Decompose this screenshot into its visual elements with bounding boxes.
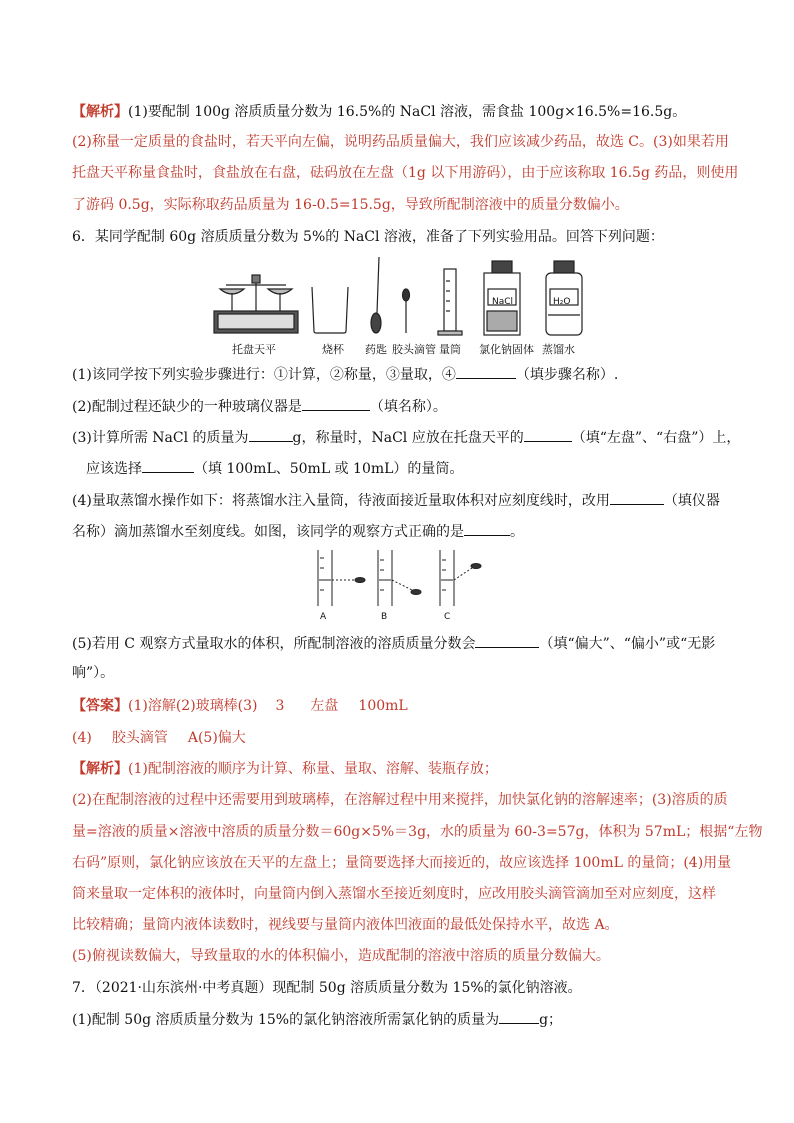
q6-answer-line-1	[72, 696, 732, 716]
q6-analysis-line-6: 比较精确；量筒内液体读数时，视线要与量筒内液体凹液面的最低处保持水平，故选 A。	[72, 917, 619, 933]
answer-blank	[475, 633, 539, 648]
answer-blank	[456, 364, 516, 379]
text: (4)量取蒸馏水操作如下：将蒸馏水注入量筒，待液面接近量取体积对应刻度线时，改用	[72, 493, 610, 509]
text: A(5)偏大	[187, 730, 246, 746]
q6-analysis-line-2: (2)在配制溶液的过程中还需要用到玻璃棒，在溶解过程中用来搅拌，加快氯化钠的溶解速率；(3)溶质的质	[72, 792, 728, 808]
analysis-tag: 【解析】	[72, 761, 128, 777]
text: g；	[539, 1012, 563, 1028]
text: (1)配制 50g 溶质质量分数为 15%的氯化钠溶液所需氯化钠的质量为	[72, 1012, 500, 1028]
caption-cylinder: 量筒	[439, 343, 461, 356]
caption-balance: 托盘天平	[232, 343, 276, 356]
analysis-tag: 【解析】	[72, 104, 128, 120]
balance-image	[214, 275, 298, 333]
fig-label-b: B	[381, 612, 388, 622]
q6-part-1	[72, 364, 732, 385]
equipment-figure	[212, 255, 592, 339]
caption-spoon: 药匙	[365, 343, 387, 356]
text: (4)	[72, 730, 92, 746]
q6-analysis-line-3: 量=溶液的质量×溶液中溶质的质量分数＝60g×5%＝3g，水的质量为 60-3=57g，体积为 57mL；根据“左物	[72, 824, 763, 840]
text: (5)若用 C 观察方式量取水的体积，所配制溶液的溶质质量分数会	[72, 636, 476, 652]
answer-blank	[302, 396, 370, 411]
text: 名称）滴加蒸馏水至刻度线。如图，该同学的观察方式正确的是	[72, 524, 464, 540]
text: (1)要配制 100g 溶质质量分数为 16.5%的 NaCl 溶液，需食盐 100g×16.5%=16.5g。	[128, 104, 687, 120]
q5-analysis-line-2: (2)称量一定质量的食盐时，若天平向左偏，说明药品质量偏大，我们应该减少药品，故选 C。(3)如果若用	[72, 134, 729, 150]
answer-blank	[524, 427, 572, 442]
reading-methods-figure	[306, 548, 486, 610]
text: g，称量时，NaCl 应放在托盘天平的	[292, 430, 524, 446]
q6-stem: 6．某同学配制 60g 溶质质量分数为 5%的 NaCl 溶液，准备了下列实验用品。回答下列问题：	[72, 229, 664, 245]
text: 左盘	[310, 698, 339, 714]
water-label: H₂O	[553, 297, 571, 307]
q6-answer-line-2	[72, 728, 732, 748]
q5-analysis-line-4: 了游码 0.5g，实际称取药品质量为 16-0.5=15.5g，导致所配制溶液中的质量分数偏小。	[72, 197, 629, 213]
beaker-image	[312, 287, 348, 333]
answer-blank	[610, 490, 664, 505]
q6-analysis-line-7: (5)俯视读数偏大，导致量取的水的体积偏小，造成配制的溶液中溶质的质量分数偏大。	[72, 948, 610, 964]
caption-water: 蒸馏水	[542, 343, 575, 356]
text: (2)配制过程还缺少的一种玻璃仪器是	[72, 399, 302, 415]
text: (1)溶解(2)玻璃棒(3)	[128, 698, 258, 714]
text: （填 100mL、50mL 或 10mL）的量筒。	[194, 461, 464, 477]
text: 。	[510, 524, 524, 540]
text: （填名称）。	[369, 399, 447, 415]
text: 100mL	[358, 698, 408, 714]
cylinder-image	[438, 269, 462, 335]
q5-analysis-line-3: 托盘天平称量食盐时，食盐放在右盘，砝码放在左盘（1g 以下用游码），由于应该称取 16.5g 药品，则使用	[72, 165, 739, 181]
q6-part-4-cont	[72, 521, 732, 542]
text: （填“偏大”、“偏小”或“无影	[539, 636, 716, 652]
q6-part-5	[72, 633, 732, 654]
q7-stem: 7．（2021·山东滨州·中考真题）现配制 50g 溶质质量分数为 15%的氯化钠溶液。	[72, 980, 582, 996]
q6-part-5-cont: 响”）。	[72, 665, 115, 681]
fig-label-c: C	[444, 612, 451, 622]
answer-tag: 【答案】	[72, 698, 128, 714]
q5-analysis-line-1	[72, 102, 732, 122]
caption-beaker: 烧杯	[322, 343, 344, 356]
q6-analysis-line-1	[72, 759, 732, 779]
q6-part-4	[72, 490, 732, 511]
answer-blank	[142, 458, 194, 473]
nacl-label: NaCl	[492, 297, 514, 307]
dropper-image	[403, 289, 410, 333]
text: (1)配制溶液的顺序为计算、称量、量取、溶解、装瓶存放；	[128, 761, 498, 777]
caption-dropper: 胶头滴管	[392, 343, 436, 356]
text: 胶头滴管	[111, 730, 168, 746]
answer-blank	[249, 427, 293, 442]
q7-part-1	[72, 1009, 732, 1030]
text: （填“左盘”、“右盘”）上，	[571, 430, 741, 446]
q6-analysis-line-5: 筒来量取一定体积的液体时，向量筒内倒入蒸馏水至接近刻度时，应改用胶头滴管滴加至对应刻度，这样	[72, 886, 716, 902]
text: (1)该同学按下列实验步骤进行：①计算，②称量，③量取，④	[72, 367, 456, 383]
answer-blank	[499, 1009, 539, 1024]
answer-blank	[464, 521, 510, 536]
text: （填仪器	[663, 493, 720, 509]
text: (3)计算所需 NaCl 的质量为	[72, 430, 249, 446]
q6-part-2	[72, 396, 732, 417]
q6-part-3-cont	[72, 458, 732, 479]
fig-label-a: A	[320, 612, 327, 622]
text: 应该选择	[86, 461, 142, 477]
caption-nacl-solid: 氯化钠固体	[479, 343, 534, 356]
q6-analysis-line-4: 右码”原则，氯化钠应该放在天平的左盘上；量筒要选择大而接近的，故应该选择 100mL 的量筒；(4)用量	[72, 855, 732, 871]
q6-part-3	[72, 427, 741, 448]
text: （填步骤名称）.	[515, 367, 619, 383]
text: 3	[275, 698, 285, 714]
spoon-image	[371, 257, 381, 333]
